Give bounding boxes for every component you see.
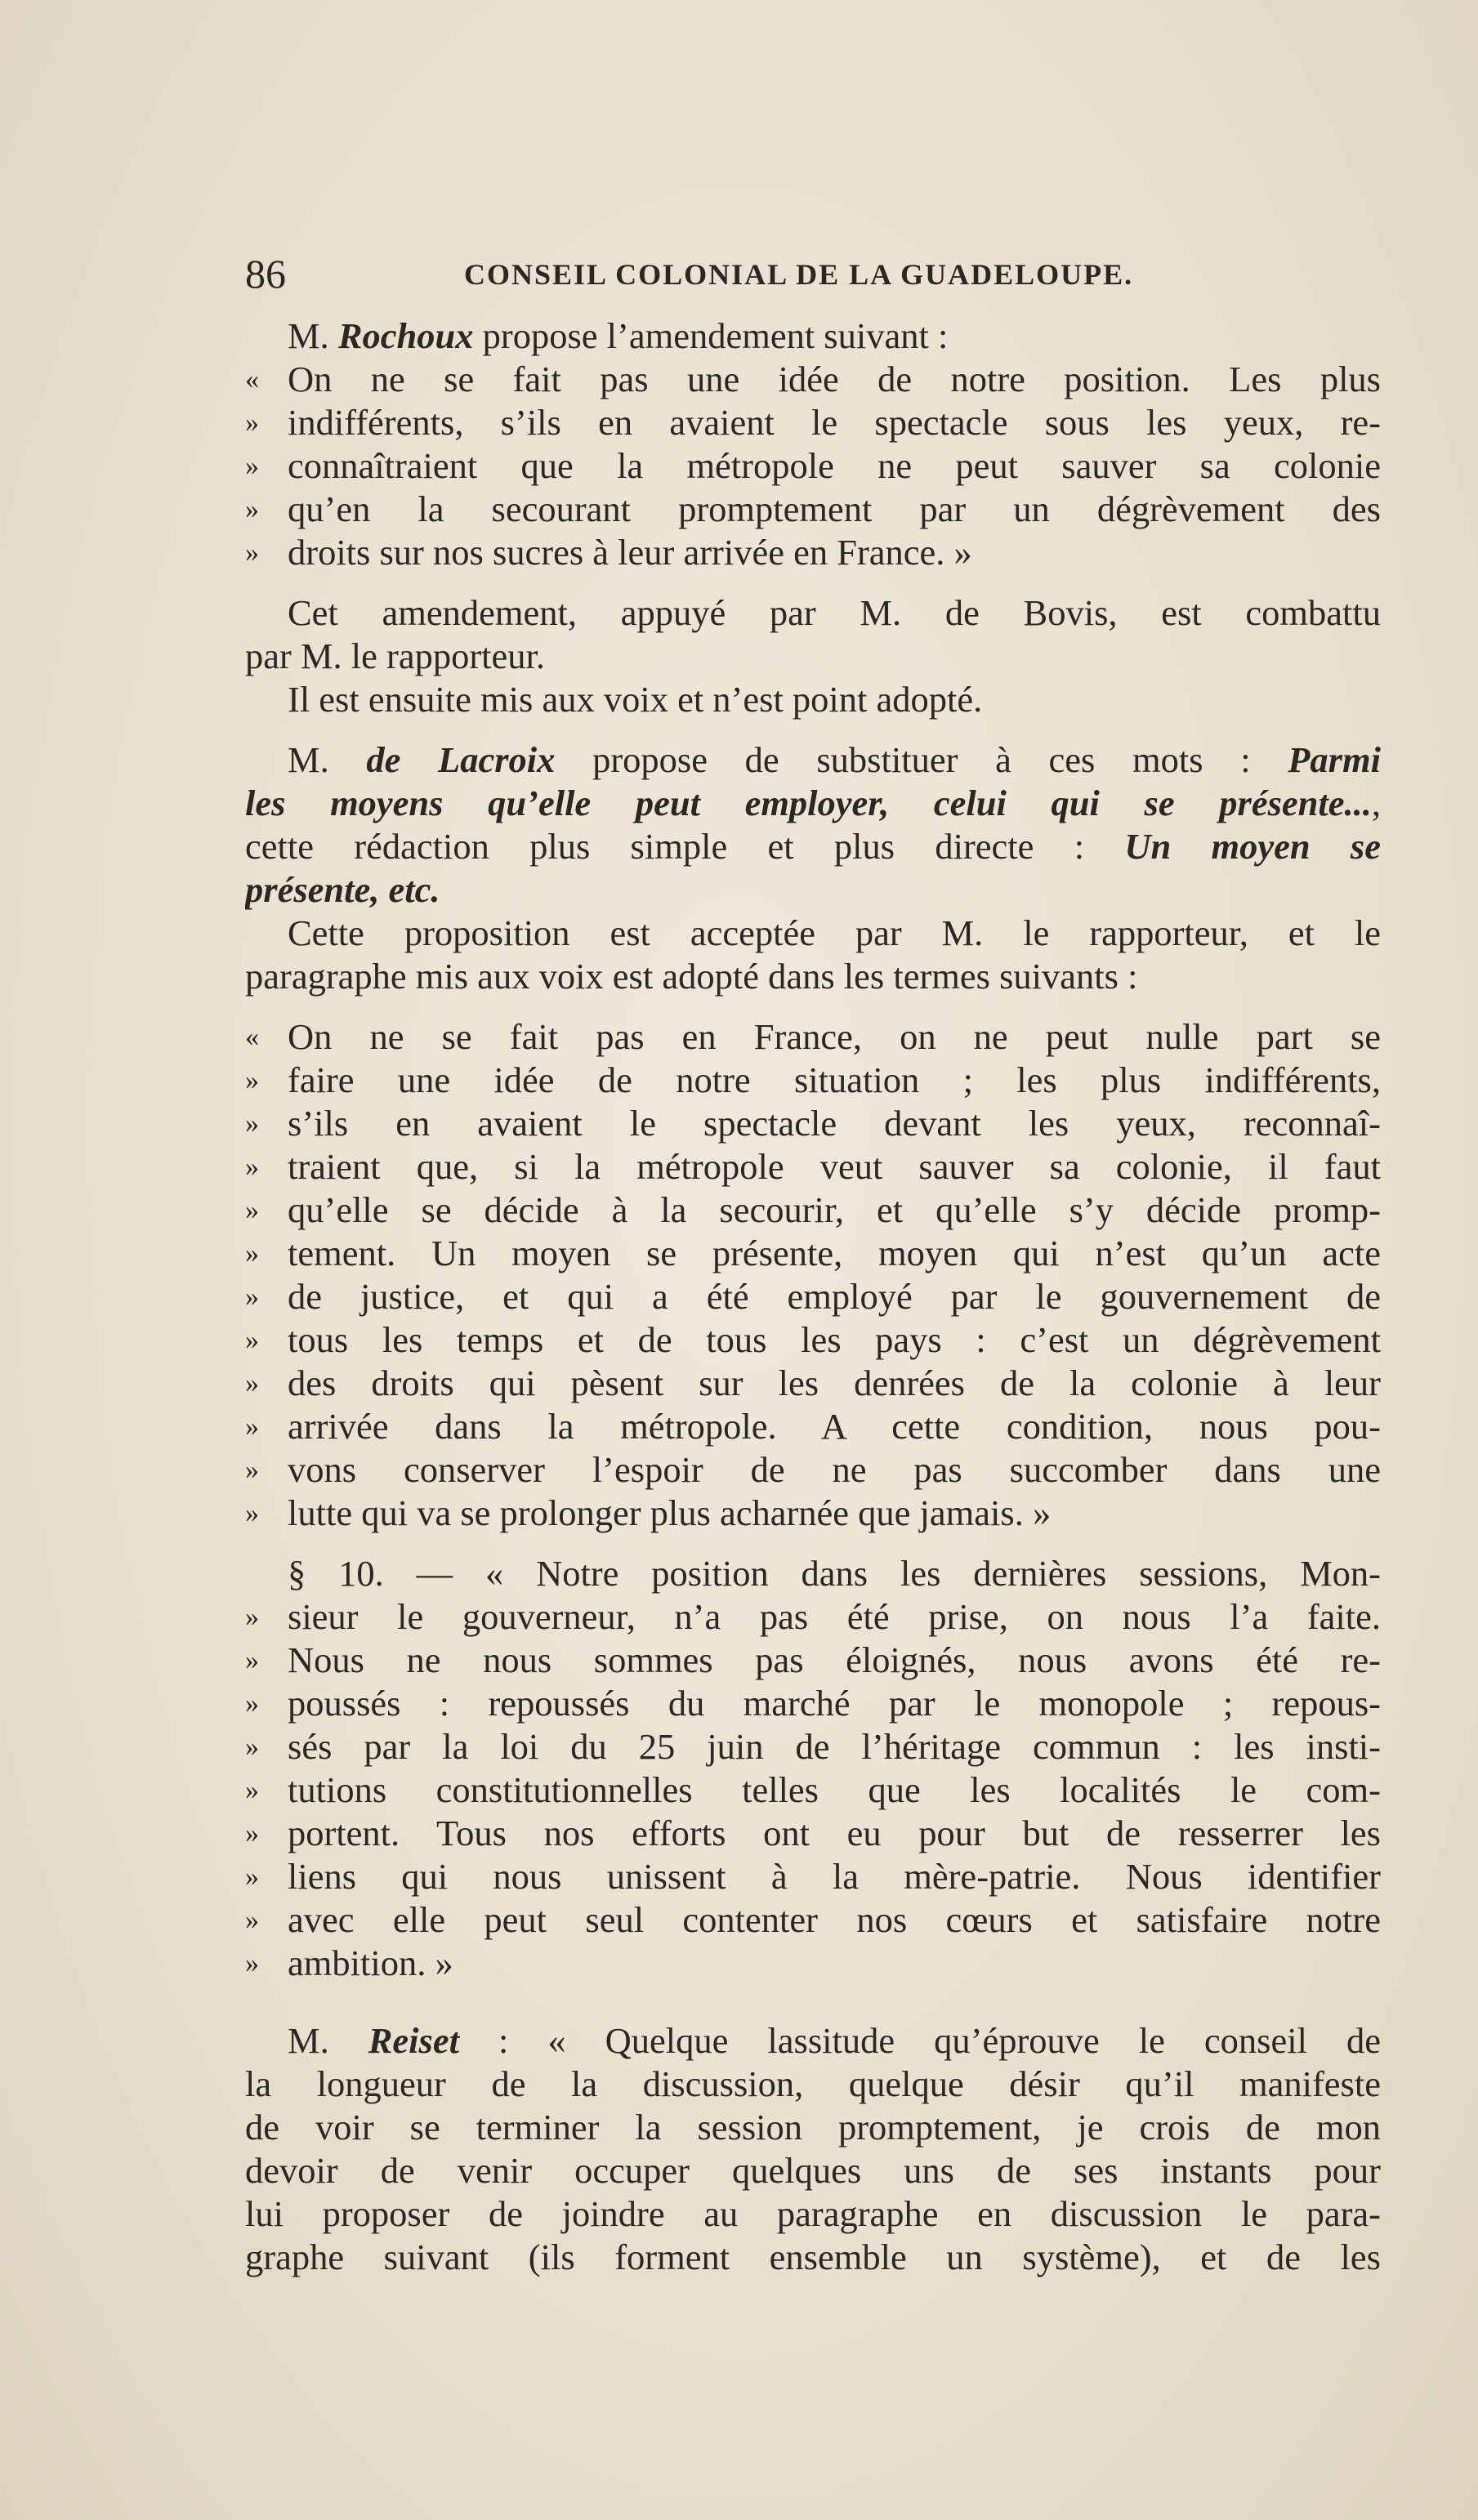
quote-text: tous les temps et de tous les pays : c’est un dégrèvement [288,1319,1381,1360]
quote-line [245,488,1381,531]
quote-text: droits sur nos sucres à leur arrivée en France. » [288,532,972,573]
text-line [245,2019,1381,2063]
quote-text: poussés : repoussés du marché par le monopole ; repous- [288,1683,1381,1724]
quote-line [245,1639,1381,1682]
spacer [245,574,1381,591]
quote-text: On ne se fait pas une idée de notre position. Les plus [288,359,1381,399]
quote-text: sieur le gouverneur, n’a pas été prise, on nous l’a faite. [288,1596,1381,1637]
quote-mark: » [245,1818,259,1849]
quote-line [245,1898,1381,1942]
quote-mark: » [245,1775,259,1805]
quote-line [245,444,1381,488]
quote-mark: » [245,1645,259,1675]
text-line: de voir se terminer la session promptement, je crois de mon [245,2107,1381,2148]
speaker-name: de Lacroix [366,739,556,780]
text-line: lui proposer de joindre au paragraphe en discussion le para- [245,2193,1381,2234]
quote-text: sés par la loi du 25 juin de l’héritage commun : les insti- [288,1726,1381,1767]
quote-line [245,1768,1381,1812]
spacer [245,1985,1381,2002]
quote-mark: « [245,364,259,395]
quote-mark: » [245,1602,259,1632]
text-span: propose de substituer à ces mots : [555,739,1288,780]
speaker-name: Reiset [368,2020,459,2061]
quote-mark: » [245,1065,259,1095]
quote-mark: » [245,451,259,481]
text-line: par M. le rapporteur. [245,636,545,676]
quote-mark: » [245,1412,259,1442]
quote-text: arrivée dans la métropole. A cette condition, nous pou- [288,1406,1381,1447]
paragraph-bovis [245,591,1381,678]
text-span: M. [288,739,367,780]
quote-line [245,1595,1381,1639]
quote-text: connaîtraient que la métropole ne peut sauver sa colonie [288,445,1381,486]
paragraph-vote: Il est ensuite mis aux voix et n’est point adopté. [288,679,983,720]
quote-mark: » [245,1948,259,1978]
quote-adopted-paragraph [245,1015,1381,1535]
text-span: , [1371,783,1381,823]
quote-mark: » [245,1732,259,1762]
spacer [245,1535,1381,1552]
quote-text: s’ils en avaient le spectacle devant les yeux, reconnaî- [288,1103,1381,1144]
quote-line [245,401,1381,444]
quote-mark: » [245,1282,259,1312]
italic-text: Parmi [1288,739,1381,780]
speaker-name: Rochoux [337,315,474,356]
text-span: cette rédaction plus simple et plus directe : [245,826,1125,867]
quote-line [245,1318,1381,1362]
quote-mark: » [245,1862,259,1892]
quote-line [245,1059,1381,1102]
quote-line [245,1015,1381,1059]
quote-text: qu’elle se décide à la secourir, et qu’elle s’y décide promp- [288,1189,1381,1230]
quote-line [245,1362,1381,1405]
text-line: paragraphe mis aux voix est adopté dans les termes suivants : [245,956,1138,997]
quote-mark: » [245,1368,259,1398]
quote-text: avec elle peut seul contenter nos cœurs et satisfaire notre [288,1899,1381,1940]
text-span: : « Quelque lassitude qu’éprouve le conseil de [458,2020,1381,2061]
quote-text: qu’en la secourant promptement par un dégrèvement des [288,488,1381,529]
running-title: CONSEIL COLONIAL DE LA GUADELOUPE. [464,258,1134,291]
quote-mark: » [245,408,259,438]
text-line: Cette proposition est acceptée par M. le rapporteur, et le [288,912,1381,953]
paragraph-rochoux-intro [245,314,1381,358]
page-number: 86 [245,251,286,297]
text-line [245,825,1381,868]
quote-line [245,531,1381,574]
spacer [245,2002,1381,2019]
quote-text: ambition. » [288,1942,453,1983]
quote-mark: » [245,1325,259,1355]
text-line: devoir de venir occuper quelques uns de ses instants pour [245,2150,1381,2191]
text-line: Cet amendement, appuyé par M. de Bovis, est combattu [288,592,1381,633]
section-heading-line: § 10. — « Notre position dans les dernières sessions, Mon- [288,1553,1381,1594]
paragraph-lacroix [245,738,1381,912]
quote-mark: » [245,1905,259,1935]
quote-mark: » [245,1108,259,1139]
quote-text: lutte qui va se prolonger plus acharnée que jamais. » [288,1492,1052,1533]
text-line: la longueur de la discussion, quelque désir qu’il manifeste [245,2063,1381,2104]
page-header [245,249,1389,298]
quote-mark: » [245,1688,259,1719]
quote-line [245,1275,1381,1318]
text-span: M. [288,315,338,356]
italic-text: présente, etc. [245,869,440,910]
paragraph-acceptance [245,912,1381,998]
quote-text: traient que, si la métropole veut sauver sa colonie, il faut [288,1146,1381,1187]
quote-mark: » [245,1152,259,1182]
quote-line [245,1855,1381,1898]
quote-mark: » [245,494,259,524]
quote-line [245,358,1381,401]
quote-line [245,1145,1381,1189]
quote-text: faire une idée de notre situation ; les plus indifférents, [288,1059,1381,1100]
quote-mark: » [245,537,259,568]
text-span: propose l’amendement suivant : [473,315,949,356]
quote-text: On ne se fait pas en France, on ne peut nulle part se [288,1016,1381,1057]
paragraph-reiset [245,2019,1381,2279]
text-line [245,782,1381,825]
quote-text: tutions constitutionnelles telles que les localités le com- [288,1769,1381,1810]
text-line [245,868,1381,912]
spacer [245,998,1381,1015]
quote-line [245,1682,1381,1725]
quote-mark: » [245,1498,259,1528]
quote-line [245,1942,1381,1985]
quote-line [245,1492,1381,1535]
quote-text: vons conserver l’espoir de ne pas succomber dans une [288,1449,1381,1490]
quote-text: de justice, et qui a été employé par le gouvernement de [288,1276,1381,1317]
quote-line [245,1232,1381,1275]
quote-text: tement. Un moyen se présente, moyen qui n’est qu’un acte [288,1233,1381,1273]
italic-text: les moyens qu’elle peut employer, celui qui se présente... [245,783,1372,823]
quote-mark: » [245,1238,259,1269]
quote-amendment [245,358,1381,574]
quote-line [245,1448,1381,1492]
quote-text: des droits qui pèsent sur les denrées de la colonie à leur [288,1363,1381,1403]
quote-text: portent. Tous nos efforts ont eu pour but de resserrer les [288,1813,1381,1853]
quote-text: Nous ne nous sommes pas éloignés, nous avons été re- [288,1639,1381,1680]
quote-text: indifférents, s’ils en avaient le spectacle sous les yeux, re- [288,402,1381,443]
text-line: graphe suivant (ils forment ensemble un système), et de les [245,2237,1381,2277]
spacer [245,721,1381,738]
text-line [245,738,1381,782]
quote-line [245,1405,1381,1448]
quote-section-10 [245,1552,1381,1985]
italic-text: Un moyen se [1124,826,1381,867]
quote-line [245,1725,1381,1768]
quote-mark: » [245,1195,259,1225]
quote-mark: » [245,1455,259,1485]
quote-line [245,1102,1381,1145]
quote-line [245,1189,1381,1232]
text-span: M. [288,2020,368,2061]
quote-line [245,1812,1381,1855]
quote-mark: « [245,1022,259,1052]
page-body [245,314,1381,2279]
quote-text: liens qui nous unissent à la mère-patrie. Nous identifier [288,1856,1381,1897]
